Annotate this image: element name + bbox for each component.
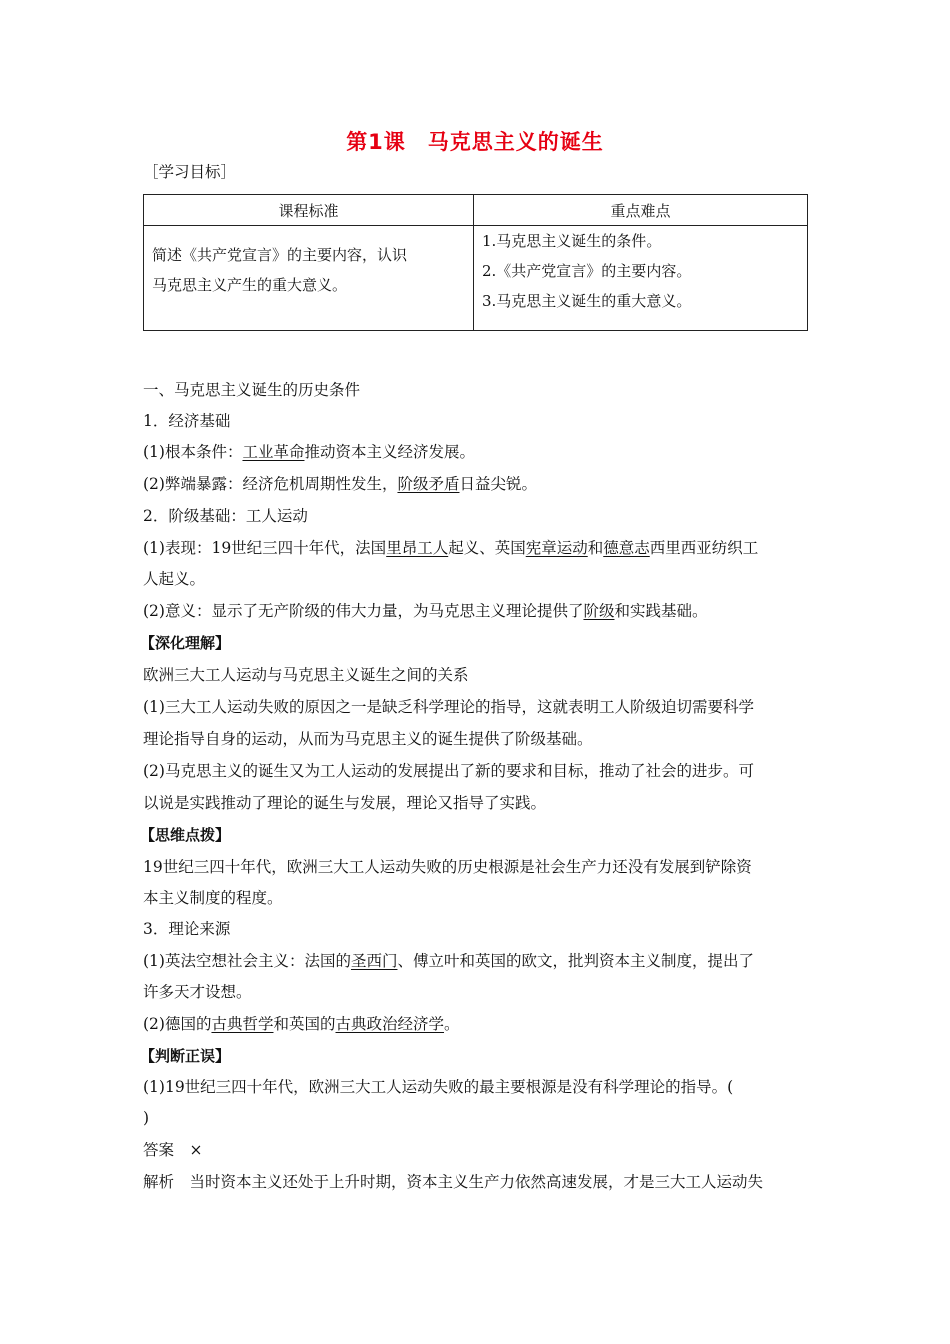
page-title: 第1课 马克思主义的诞生 [346,130,604,154]
paragraph: (1)英法空想社会主义：法国的圣西门、傅立叶和英国的欧文，批判资本主义制度，提出了 [143,952,754,970]
paragraph: 许多天才设想。 [143,983,252,1001]
paragraph: (2)德国的古典哲学和英国的古典政治经济学。 [143,1015,460,1033]
blank-answer: 古典哲学 [211,1015,274,1033]
question: (1)19世纪三四十年代，欧洲三大工人运动失败的最主要根源是没有科学理论的指导。( [143,1078,734,1096]
paragraph: 本主义制度的程度。 [143,889,283,907]
goals-table [143,194,808,331]
subheading: 2．阶级基础：工人运动 [143,507,308,525]
goals-label: ［学习目标］ [143,163,237,181]
section-heading: 一、马克思主义诞生的历史条件 [143,381,361,399]
callout-label: 【深化理解】 [140,634,231,652]
callout-label: 【判断正误】 [140,1047,231,1065]
standard-cell [144,226,474,331]
callout-label: 【思维点拨】 [140,826,231,844]
keypoints-cell [474,226,808,331]
question-close: ) [143,1109,150,1127]
blank-answer: 圣西门 [350,952,398,970]
blank-answer: 阶级矛盾 [397,475,460,493]
paragraph: 以说是实践推动了理论的诞生与发展，理论又指导了实践。 [143,794,547,812]
paragraph: (2)马克思主义的诞生又为工人运动的发展提出了新的要求和目标，推动了社会的进步。可 [143,762,754,780]
blank-answer: 德意志 [603,539,650,557]
subheading: 1．经济基础 [143,412,231,430]
paragraph: (1)三大工人运动失败的原因之一是缺乏科学理论的指导，这就表明工人阶级迫切需要科学 [143,698,754,716]
answer: 答案 × [143,1141,203,1159]
keypoint-item: 2.《共产党宣言》的主要内容。 [482,262,692,280]
blank-answer: 宪章运动 [525,539,588,557]
paragraph: 理论指导自身的运动，从而为马克思主义的诞生提供了阶级基础。 [143,730,593,748]
header-standard: 课程标准 [144,195,474,226]
blank-answer: 古典政治经济学 [335,1015,445,1033]
standard-line: 马克思主义产生的重大意义。 [152,276,348,294]
header-keypoints: 重点难点 [474,195,808,226]
keypoint-item: 3.马克思主义诞生的重大意义。 [482,292,692,310]
standard-line: 简述《共产党宣言》的主要内容，认识 [152,246,408,264]
keypoint-item: 1.马克思主义诞生的条件。 [482,232,662,250]
paragraph: (1)根本条件：工业革命推动资本主义经济发展。 [143,443,475,461]
callout-title: 欧洲三大工人运动与马克思主义诞生之间的关系 [143,666,469,684]
blank-answer: 工业革命 [242,443,305,461]
paragraph: 19世纪三四十年代，欧洲三大工人运动失败的历史根源是社会生产力还没有发展到铲除资 [143,858,752,876]
blank-answer: 阶级 [583,602,615,620]
explanation: 解析 当时资本主义还处于上升时期，资本主义生产力依然高速发展，才是三大工人运动失 [143,1173,764,1191]
blank-answer: 里昂工人 [386,539,449,557]
paragraph: 人起义。 [143,570,206,588]
subheading: 3．理论来源 [143,920,231,938]
paragraph: (2)弊端暴露：经济危机周期性发生，阶级矛盾日益尖锐。 [143,475,537,493]
paragraph: (2)意义：显示了无产阶级的伟大力量，为马克思主义理论提供了阶级和实践基础。 [143,602,708,620]
paragraph: (1)表现：19世纪三四十年代，法国里昂工人起义、英国宪章运动和德意志西里西亚纺织工 [143,539,759,557]
